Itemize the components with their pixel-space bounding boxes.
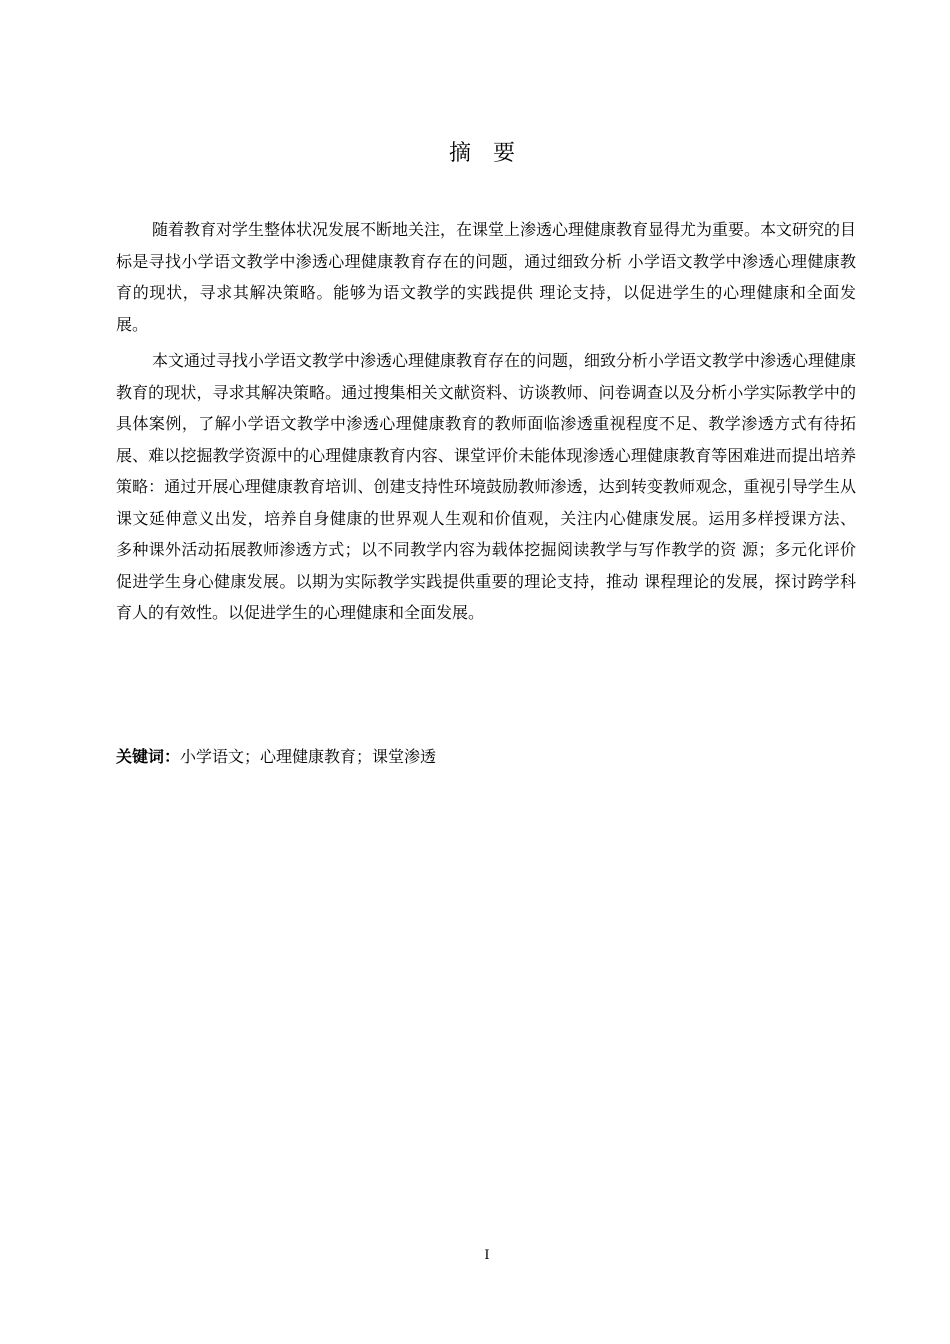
title-char-1: 摘 xyxy=(448,140,473,166)
abstract-paragraph-1: 随着教育对学生整体状况发展不断地关注，在课堂上渗透心理健康教育显得尤为重要。本文研究的目标是寻找小学语文教学中渗透心理健康教育存在的问题，通过细致分析 小学语文教学中渗透心理健康教育的现状，寻求其解决策略。能够为语文教学的实践提供 理论支持，以促进学生的心理健康和全面发展。 xyxy=(116,220,857,334)
keywords-value: 小学语文；心理健康教育；课堂渗透 xyxy=(180,747,437,766)
keywords-line xyxy=(116,741,856,772)
abstract-paragraph-2: 本文通过寻找小学语文教学中渗透心理健康教育存在的问题，细致分析小学语文教学中渗透心理健康教育的现状，寻求其解决策略。通过搜集相关文献资料、访谈教师、问卷调查以及分析小学实际教学中的具体案例，了解小学语文教学中渗透心理健康教育的教师面临渗透重视程度不足、教学渗透方式有待拓展、难以挖掘教学资源中的心理健康教育内容、课堂评价未能体现渗透心理健康教育等困难进而提出培养策略：通过开展心理健康教育培训、创建支持性环境鼓励教师渗透，达到转变教师观念，重视引导学生从课文延伸意义出发，培养自身健康的世界观人生观和价值观，关注内心健康发展。运用多样授课方法、 多种课外活动拓展教师渗透方式；以不同教学内容为载体挖掘阅读教学与写作教学的资 源；多元化评价促进学生身心健康发展。以期为实际教学实践提供重要的理论支持，推动 课程理论的发展，探讨跨学科育人的有效性。以促进学生的心理健康和全面发展。 xyxy=(116,351,857,622)
keywords-label: 关键词： xyxy=(116,747,181,766)
abstract-title xyxy=(0,137,950,171)
title-char-2: 要 xyxy=(493,140,518,166)
page-number: I xyxy=(484,1248,490,1263)
